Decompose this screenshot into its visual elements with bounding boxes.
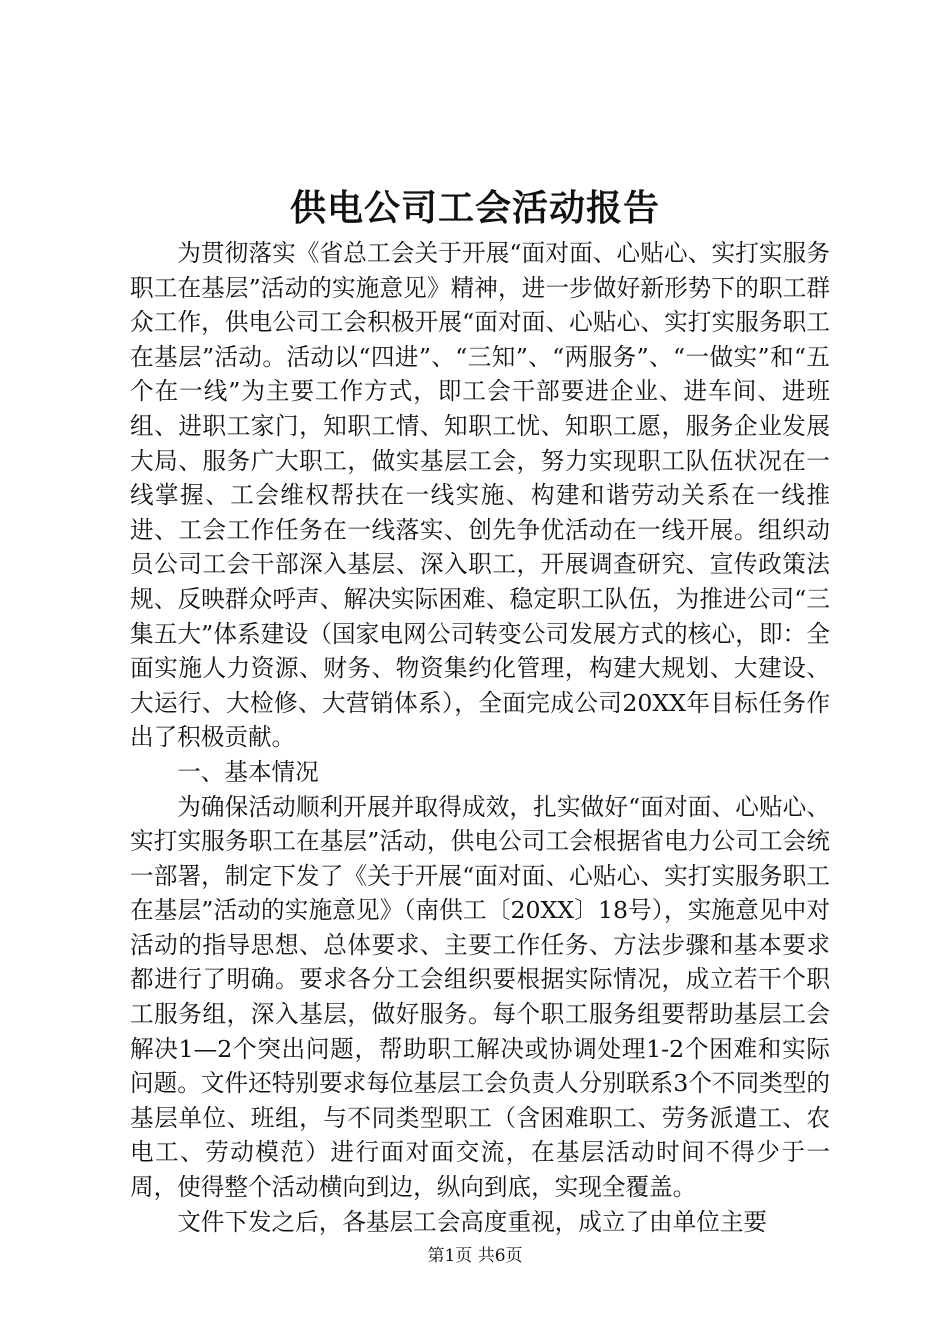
paragraph-continuation: 文件下发之后，各基层工会高度重视，成立了由单位主要 bbox=[177, 1207, 768, 1236]
document-title: 供电公司工会活动报告 bbox=[289, 187, 660, 229]
document-body bbox=[130, 236, 830, 1239]
page-footer: 第1页 共6页 bbox=[427, 1246, 523, 1266]
paragraph-basic-situation: 为确保活动顺利开展并取得成效，扎实做好“面对面、心贴心、实打实服务职工在基层”活动，供电公司工会根据省电力公司工会统一部署，制定下发了《关于开展“面对面、心贴心、实打实服务职工在基层”活动的实施意见》（南供工〔20XX〕18号），实施意见中对活动的指导思想、总体要求、主要工作任务、方法步骤和基本要求都进行了明确。要求各分工会组织要根据实际情况，成立若干个职工服务组，深入基层，做好服务。每个职工服务组要帮助基层工会解决1—2个突出问题，帮助职工解决或协调处理1-2个困难和实际问题。文件还特别要求每位基层工会负责人分别联系3个不同类型的基层单位、班组，与不同类型职工（含困难职工、劳务派遣工、农电工、劳动模范）进行面对面交流，在基层活动时间不得少于一周，使得整个活动横向到边，纵向到底，实现全覆盖。 bbox=[130, 792, 830, 1202]
paragraph-intro: 为贯彻落实《省总工会关于开展“面对面、心贴心、实打实服务职工在基层”活动的实施意见》精神，进一步做好新形势下的职工群众工作，供电公司工会积极开展“面对面、心贴心、实打实服务职工在基层”活动。活动以“四进”、“三知”、“两服务”、“一做实”和“五个在一线”为主要工作方式，即工会干部要进企业、进车间、进班组、进职工家门，知职工情、知职工忧、知职工愿，服务企业发展大局、服务广大职工，做实基层工会，努力实现职工队伍状况在一线掌握、工会维权帮扶在一线实施、构建和谐劳动关系在一线推进、工会工作任务在一线落实、创先争优活动在一线开展。组织动员公司工会干部深入基层、深入职工，开展调查研究、宣传政策法规、反映群众呼声、解决实际困难、稳定职工队伍，为推进公司“三集五大”体系建设（国家电网公司转变公司发展方式的核心，即：全面实施人力资源、财务、物资集约化管理，构建大规划、大建设、大运行、大检修、大营销体系），全面完成公司20XX年目标任务作出了积极贡献。 bbox=[130, 239, 830, 752]
section-heading-basic: 一、基本情况 bbox=[177, 757, 319, 786]
